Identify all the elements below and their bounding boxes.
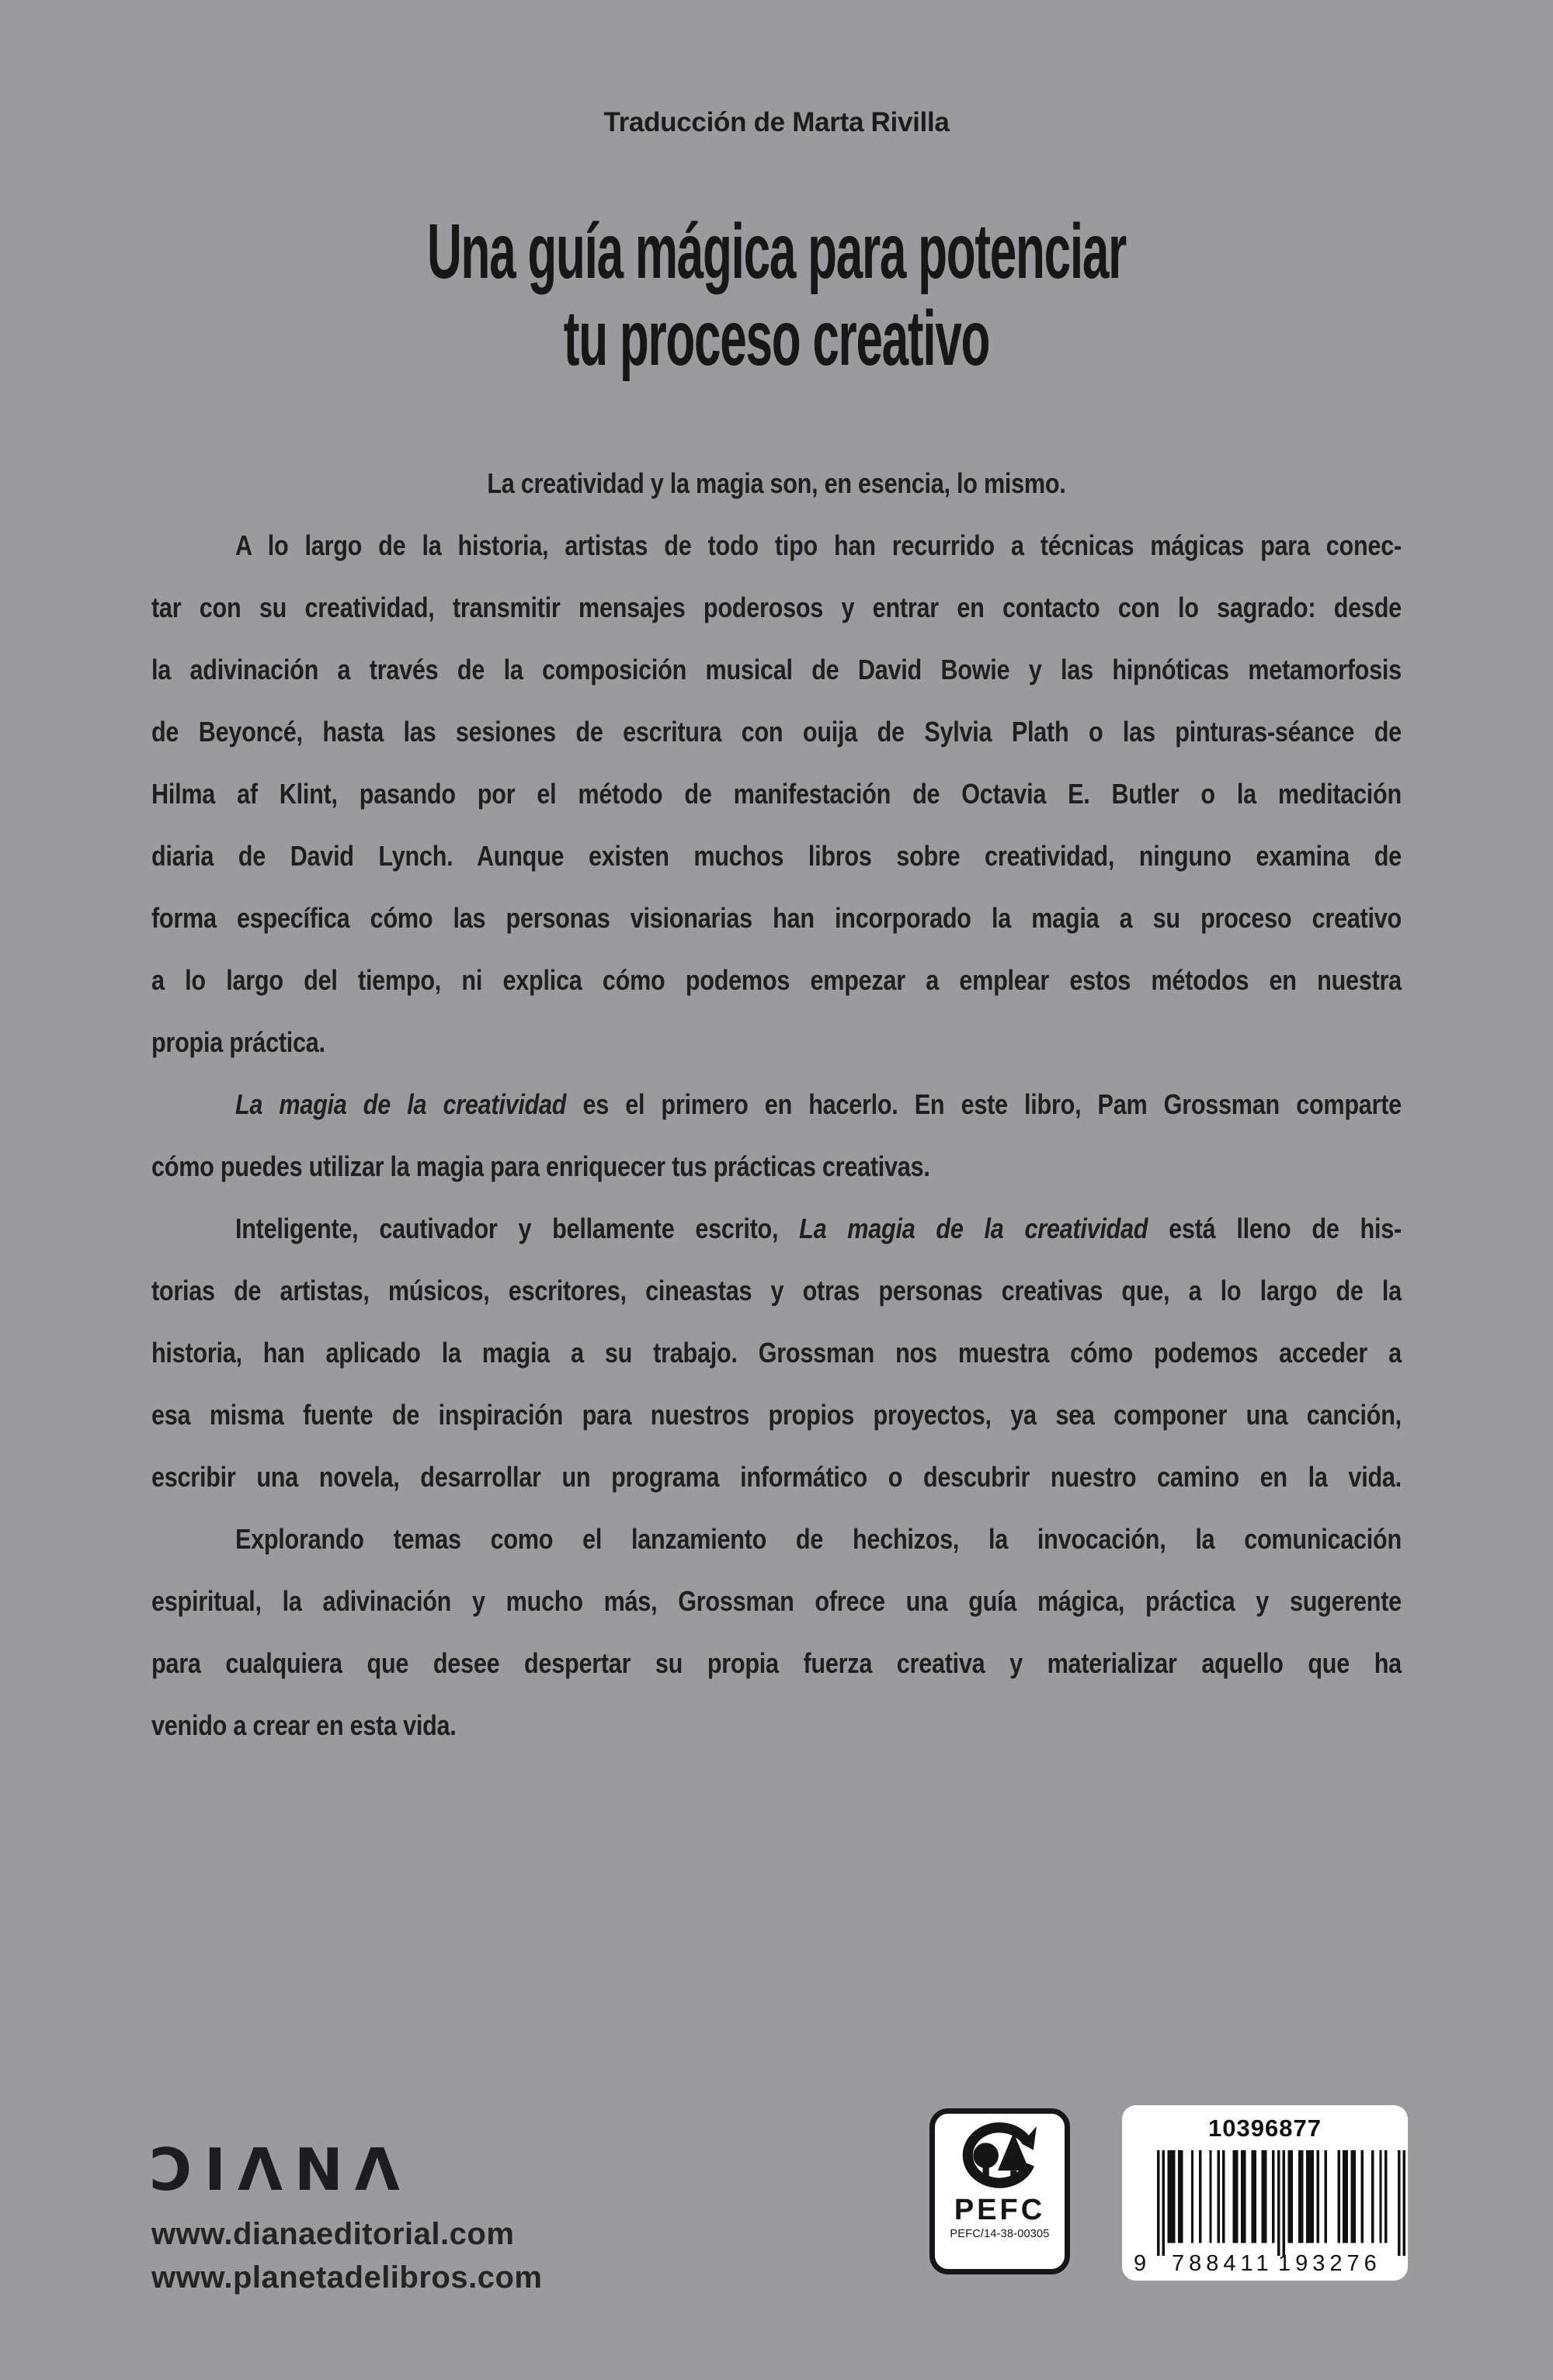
body-line: historia, han aplicado la magia a su trabajo. Grossman nos muestra cómo podemos acceder a [151,1337,1402,1369]
diana-logo: ƆIΛNΛ [150,2135,412,2204]
body-line: venido a crear en esta vida. [151,1709,457,1741]
barcode-digit-prefix: 9 [1134,2251,1147,2276]
page-title [295,208,1258,382]
barcode-label [1122,2105,1408,2281]
body-line: diaria de David Lynch. Aunque existen muchos libros sobre creatividad, ninguno examina de [151,840,1402,872]
publisher-url-planeta: www.planetadelibros.com [151,2260,543,2295]
body-line: A lo largo de la historia, artistas de todo tipo han recurrido a técnicas mágicas para conec- [235,529,1402,561]
barcode-digits [1122,2251,1408,2276]
title-line-1: Una guía mágica para potenciar [427,208,1126,295]
body-text [151,453,1402,1757]
body-line: la adivinación a través de la composición musical de David Bowie y las hipnóticas metamorfosis [151,654,1402,685]
body-line: Explorando temas como el lanzamiento de hechizos, la invocación, la comunicación [235,1523,1402,1555]
body-line: a lo largo del tiempo, ni explica cómo podemos empezar a emplear estos métodos en nuestra [151,964,1402,996]
body-line: de Beyoncé, hasta las sesiones de escritura con ouija de Sylvia Plath o las pinturas-séance de [151,716,1402,748]
body-line: espiritual, la adivinación y mucho más, Grossman ofrece una guía mágica, práctica y sugerente [151,1585,1402,1617]
body-line: Hilma af Klint, pasando por el método de manifestación de Octavia E. Butler o la meditación [151,778,1402,810]
body-line: La creatividad y la magia son, en esencia, lo mismo. [487,467,1066,499]
barcode-digit-group-right: 193276 [1278,2251,1381,2276]
body-line: para cualquiera que desee despertar su propia fuerza creativa y materializar aquello que ha [151,1647,1402,1679]
body-line: forma específica cómo las personas visionarias han incorporado la magia a su proceso creativo [151,902,1402,934]
body-line: torias de artistas, músicos, escritores, cineastas y otras personas creativas que, a lo largo de la [151,1275,1402,1306]
barcode-bars-icon [1157,2150,1405,2256]
body-line: Inteligente, cautivador y bellamente escrito, La magia de la creatividad está lleno de his- [235,1213,1402,1244]
publisher-urls [151,2212,542,2299]
pefc-logo-icon [954,2122,1046,2201]
pefc-cert-number: PEFC/14-38-00305 [950,2228,1050,2240]
publisher-url-diana: www.dianaeditorial.com [151,2217,515,2251]
body-line: tar con su creatividad, transmitir mensajes poderosos y entrar en contacto con lo sagrado: desde [151,592,1402,623]
body-line: escribir una novela, desarrollar un programa informático o descubrir nuestro camino en la vida. [151,1461,1402,1493]
pefc-name: PEFC [954,2194,1046,2226]
barcode-top-number: 10396877 [1208,2115,1322,2142]
translator-credit: Traducción de Marta Rivilla [603,107,950,137]
body-line: propia práctica. [151,1026,325,1058]
body-line: cómo puedes utilizar la magia para enriquecer tus prácticas creativas. [151,1150,930,1182]
pefc-label [929,2108,1070,2274]
body-line: La magia de la creatividad es el primero en hacerlo. En este libro, Pam Grossman comparte [235,1088,1402,1120]
barcode-digit-group-left: 788411 [1172,2251,1273,2276]
body-line: esa misma fuente de inspiración para nuestros propios proyectos, ya sea componer una canción, [151,1399,1402,1431]
title-line-2: tu proceso creativo [563,295,990,382]
